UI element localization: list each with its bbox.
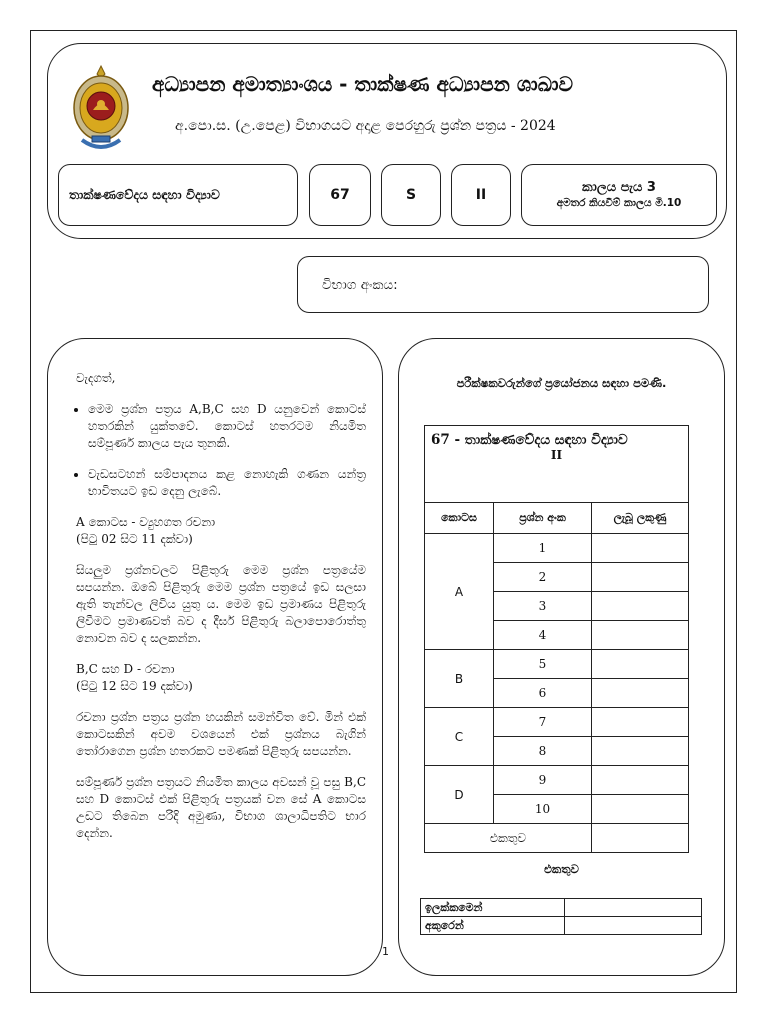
index-number-label: විභාග අංකය: [322,276,398,293]
instructions-content [76,370,366,856]
table-row [425,534,689,563]
table-row [425,650,689,679]
question-number: 3 [494,592,592,621]
part-a-cell: A [425,534,494,650]
total-table [420,898,702,935]
question-number: 7 [494,708,592,737]
ministry-title: අධ්‍යාපන අමාත්‍යාංශය - තාක්ෂණ අධ්‍යාපන ශාඛාව [152,72,573,96]
examiner-title: පරීක්ෂකවරුන්ගේ ප්‍රයෝජනය සඳහා පමණි. [456,376,667,390]
question-number: 2 [494,563,592,592]
instruction-bullet: • මෙම ප්‍රශ්න පත්‍රය A,B,C සහ D යනුවෙන් කොටස් හතරකින් යුක්තවේ. කොටස් හතරටම නියමිත සම්පූර්ණ කාලය පැය තුනකි. [88,401,366,452]
section-bcd-pages: (පිටු 12 සිට 19 දක්වා) [76,679,193,693]
paper-box [451,164,511,226]
marks-cell[interactable] [592,621,689,650]
section-a-pages: (පිටු 02 සිට 11 දක්වා) [76,532,193,546]
time-box [521,164,717,226]
part-b-cell: B [425,650,494,708]
time-duration: කාලය පැය 3 [582,180,656,195]
question-number: 1 [494,534,592,563]
section-a-title: A කොටස - ව්‍යුහගත රචනා [76,515,216,529]
total-in-words-label: අකුරෙන් [421,917,565,935]
marks-cell[interactable] [592,766,689,795]
subject-name: තාක්ෂණවේදය සඳහා විද්‍යාව [69,187,220,202]
column-header-marks: ලැබූ ලකුණු [592,503,689,534]
total-marks-cell[interactable] [592,824,689,853]
section-bcd-title: B,C සහ D - රචනා [76,662,175,676]
page-number: 1 [382,945,389,958]
column-header-question: ප්‍රශ්න අංක [494,503,592,534]
instruction-bullets [76,401,366,500]
greeting: වැදගත්, [76,371,116,385]
marks-table-paper: II [550,448,563,462]
marks-cell[interactable] [592,563,689,592]
closing-text: සම්පූර්ණ ප්‍රශ්න පත්‍රයට නියමිත කාලය අවසන් වූ පසු B,C සහ D කොටස් එක් පිළිතුරු පත්‍රයක් වන සේ A කොටස උඩට තිබෙන පරිදි අමුණා, විභාග ශාලාධිපතිට භාර දෙන්න. [76,775,366,840]
part-d-cell: D [425,766,494,824]
section-bcd-text: රචනා ප්‍රශ්න පත්‍රය ප්‍රශ්න හයකින් සමන්විත වේ. මින් එක් කොටසකින් අවම වශයෙන් එක් ප්‍රශ්නය බැගින් තෝරාගෙන ප්‍රශ්න හතරකට පමණක් පිළිතුරු සපයන්න. [76,710,366,758]
medium-code: S [405,187,417,203]
medium-box [381,164,441,226]
total-in-numbers-label: ඉලක්කමෙන් [421,899,565,917]
total-row-label: එකතුව [425,824,592,853]
subject-box [58,164,298,226]
question-number: 4 [494,621,592,650]
instruction-bullet: • වැඩසටහන් සම්පාදනය කළ නොහැකි ගණන යන්ත්‍ර භාවිතයට ඉඩ දෙනු ලැබේ. [88,466,366,500]
marks-cell[interactable] [592,679,689,708]
question-number: 10 [494,795,592,824]
total-in-words-field[interactable] [565,917,702,935]
question-number: 5 [494,650,592,679]
index-number-field[interactable] [297,256,709,313]
table-row [425,708,689,737]
state-emblem-icon [72,64,130,154]
marks-cell[interactable] [592,592,689,621]
marks-cell[interactable] [592,795,689,824]
table-row [421,917,702,935]
column-header-part: කොටස [425,503,494,534]
marks-table-subject-name: 67 - තාක්ෂණවේදය සඳහා විද්‍යාව [431,432,628,448]
marks-cell[interactable] [592,737,689,766]
question-number: 6 [494,679,592,708]
marks-table [424,425,689,853]
subject-code: 67 [330,187,350,203]
table-row [425,766,689,795]
question-number: 8 [494,737,592,766]
paper-number: II [475,187,487,203]
exam-subtitle: අ.පො.ස. (උ.පෙළ) විභාගයට අදාළ පෙරහුරු ප්‍රශ්න පත්‍රය - 2024 [175,118,556,134]
total-heading: එකතුව [544,862,579,876]
reading-time: අමතර කියවීම් කාලය මි.10 [556,197,682,209]
section-a-text: සියලුම ප්‍රශ්නවලට පිළිතුරු මෙම ප්‍රශ්න පත්‍රයේම සපයන්න. ඔබේ පිළිතුරු මෙම ප්‍රශ්න පත්‍රයේ ඉඩ සලසා ඇති තැන්වල ලිවිය යුතු ය. මෙම ඉඩ ප්‍රමාණය පිළිතුරු ලිවීමට ප්‍රමාණවත් බව ද දීර්ඝ පිළිතුරු බලාපොරොත්තු නොවන බව ද සලකන්න. [76,563,366,645]
marks-table-subject [425,426,689,503]
marks-cell[interactable] [592,534,689,563]
table-row [421,899,702,917]
part-c-cell: C [425,708,494,766]
question-number: 9 [494,766,592,795]
marks-cell[interactable] [592,708,689,737]
subject-code-box [309,164,371,226]
marks-cell[interactable] [592,650,689,679]
total-row [425,824,689,853]
total-in-numbers-field[interactable] [565,899,702,917]
